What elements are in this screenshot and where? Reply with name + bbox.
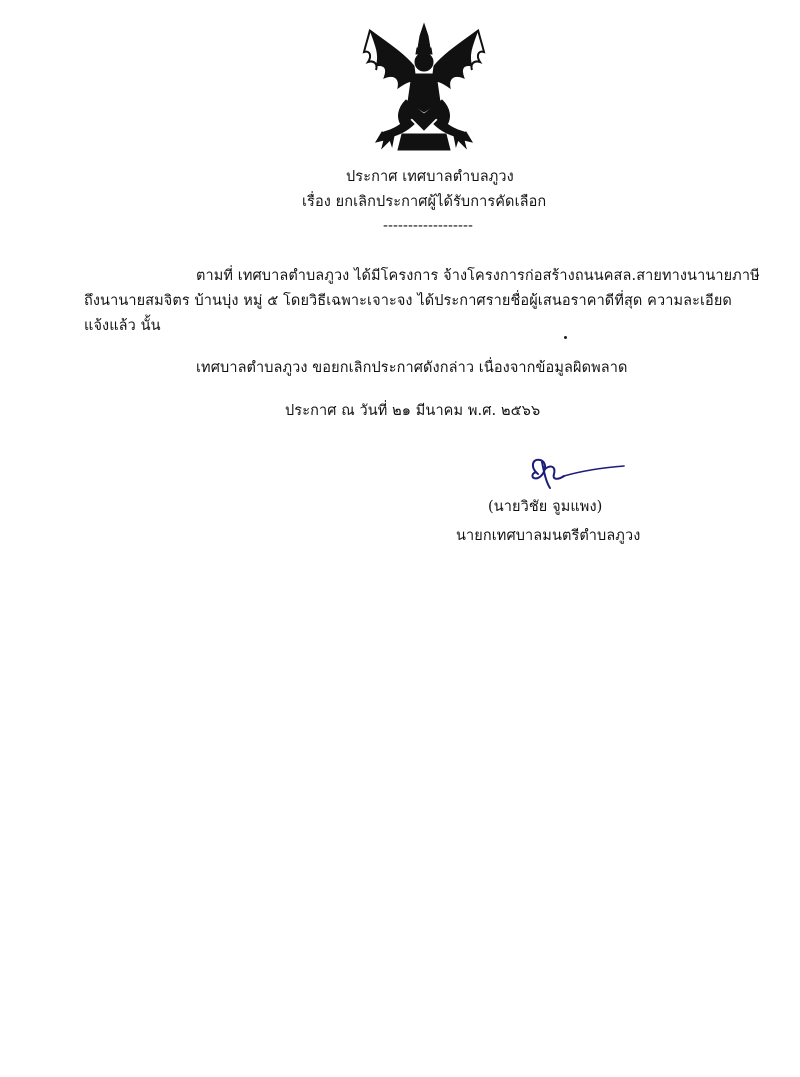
paragraph-1-line-3: แจ้งแล้ว นั้น: [84, 318, 161, 334]
stray-mark: [564, 336, 567, 339]
title-divider: ------------------: [383, 218, 473, 234]
announcement-date: ประกาศ ณ วันที่ ๒๑ มีนาคม พ.ศ. ๒๕๖๖: [285, 403, 541, 419]
signer-position: นายกเทศบาลมนตรีตำบลภูวง: [456, 528, 641, 544]
signer-name: (นายวิชัย จูมแพง): [488, 499, 603, 515]
paragraph-1-line-1: ตามที่ เทศบาลตำบลภูวง ได้มีโครงการ จ้างโครงการก่อสร้างถนนคสล.สายทางนานายภาษี: [196, 268, 760, 284]
handwritten-signature: [520, 452, 630, 494]
paragraph-1-line-2: ถึงนานายสมจิตร บ้านบุ่ง หมู่ ๕ โดยวิธีเฉพาะเจาะจง ได้ประกาศรายชื่อผู้เสนอราคาดีที่สุด ความละเอียด: [84, 293, 732, 309]
announcement-title: ประกาศ เทศบาลตำบลภูวง: [346, 169, 514, 185]
paragraph-2: เทศบาลตำบลภูวง ขอยกเลิกประกาศดังกล่าว เนื่องจากข้อมูลผิดพลาด: [196, 360, 628, 376]
announcement-subject: เรื่อง ยกเลิกประกาศผู้ได้รับการคัดเลือก: [302, 194, 547, 210]
garuda-emblem-icon: [362, 22, 486, 154]
